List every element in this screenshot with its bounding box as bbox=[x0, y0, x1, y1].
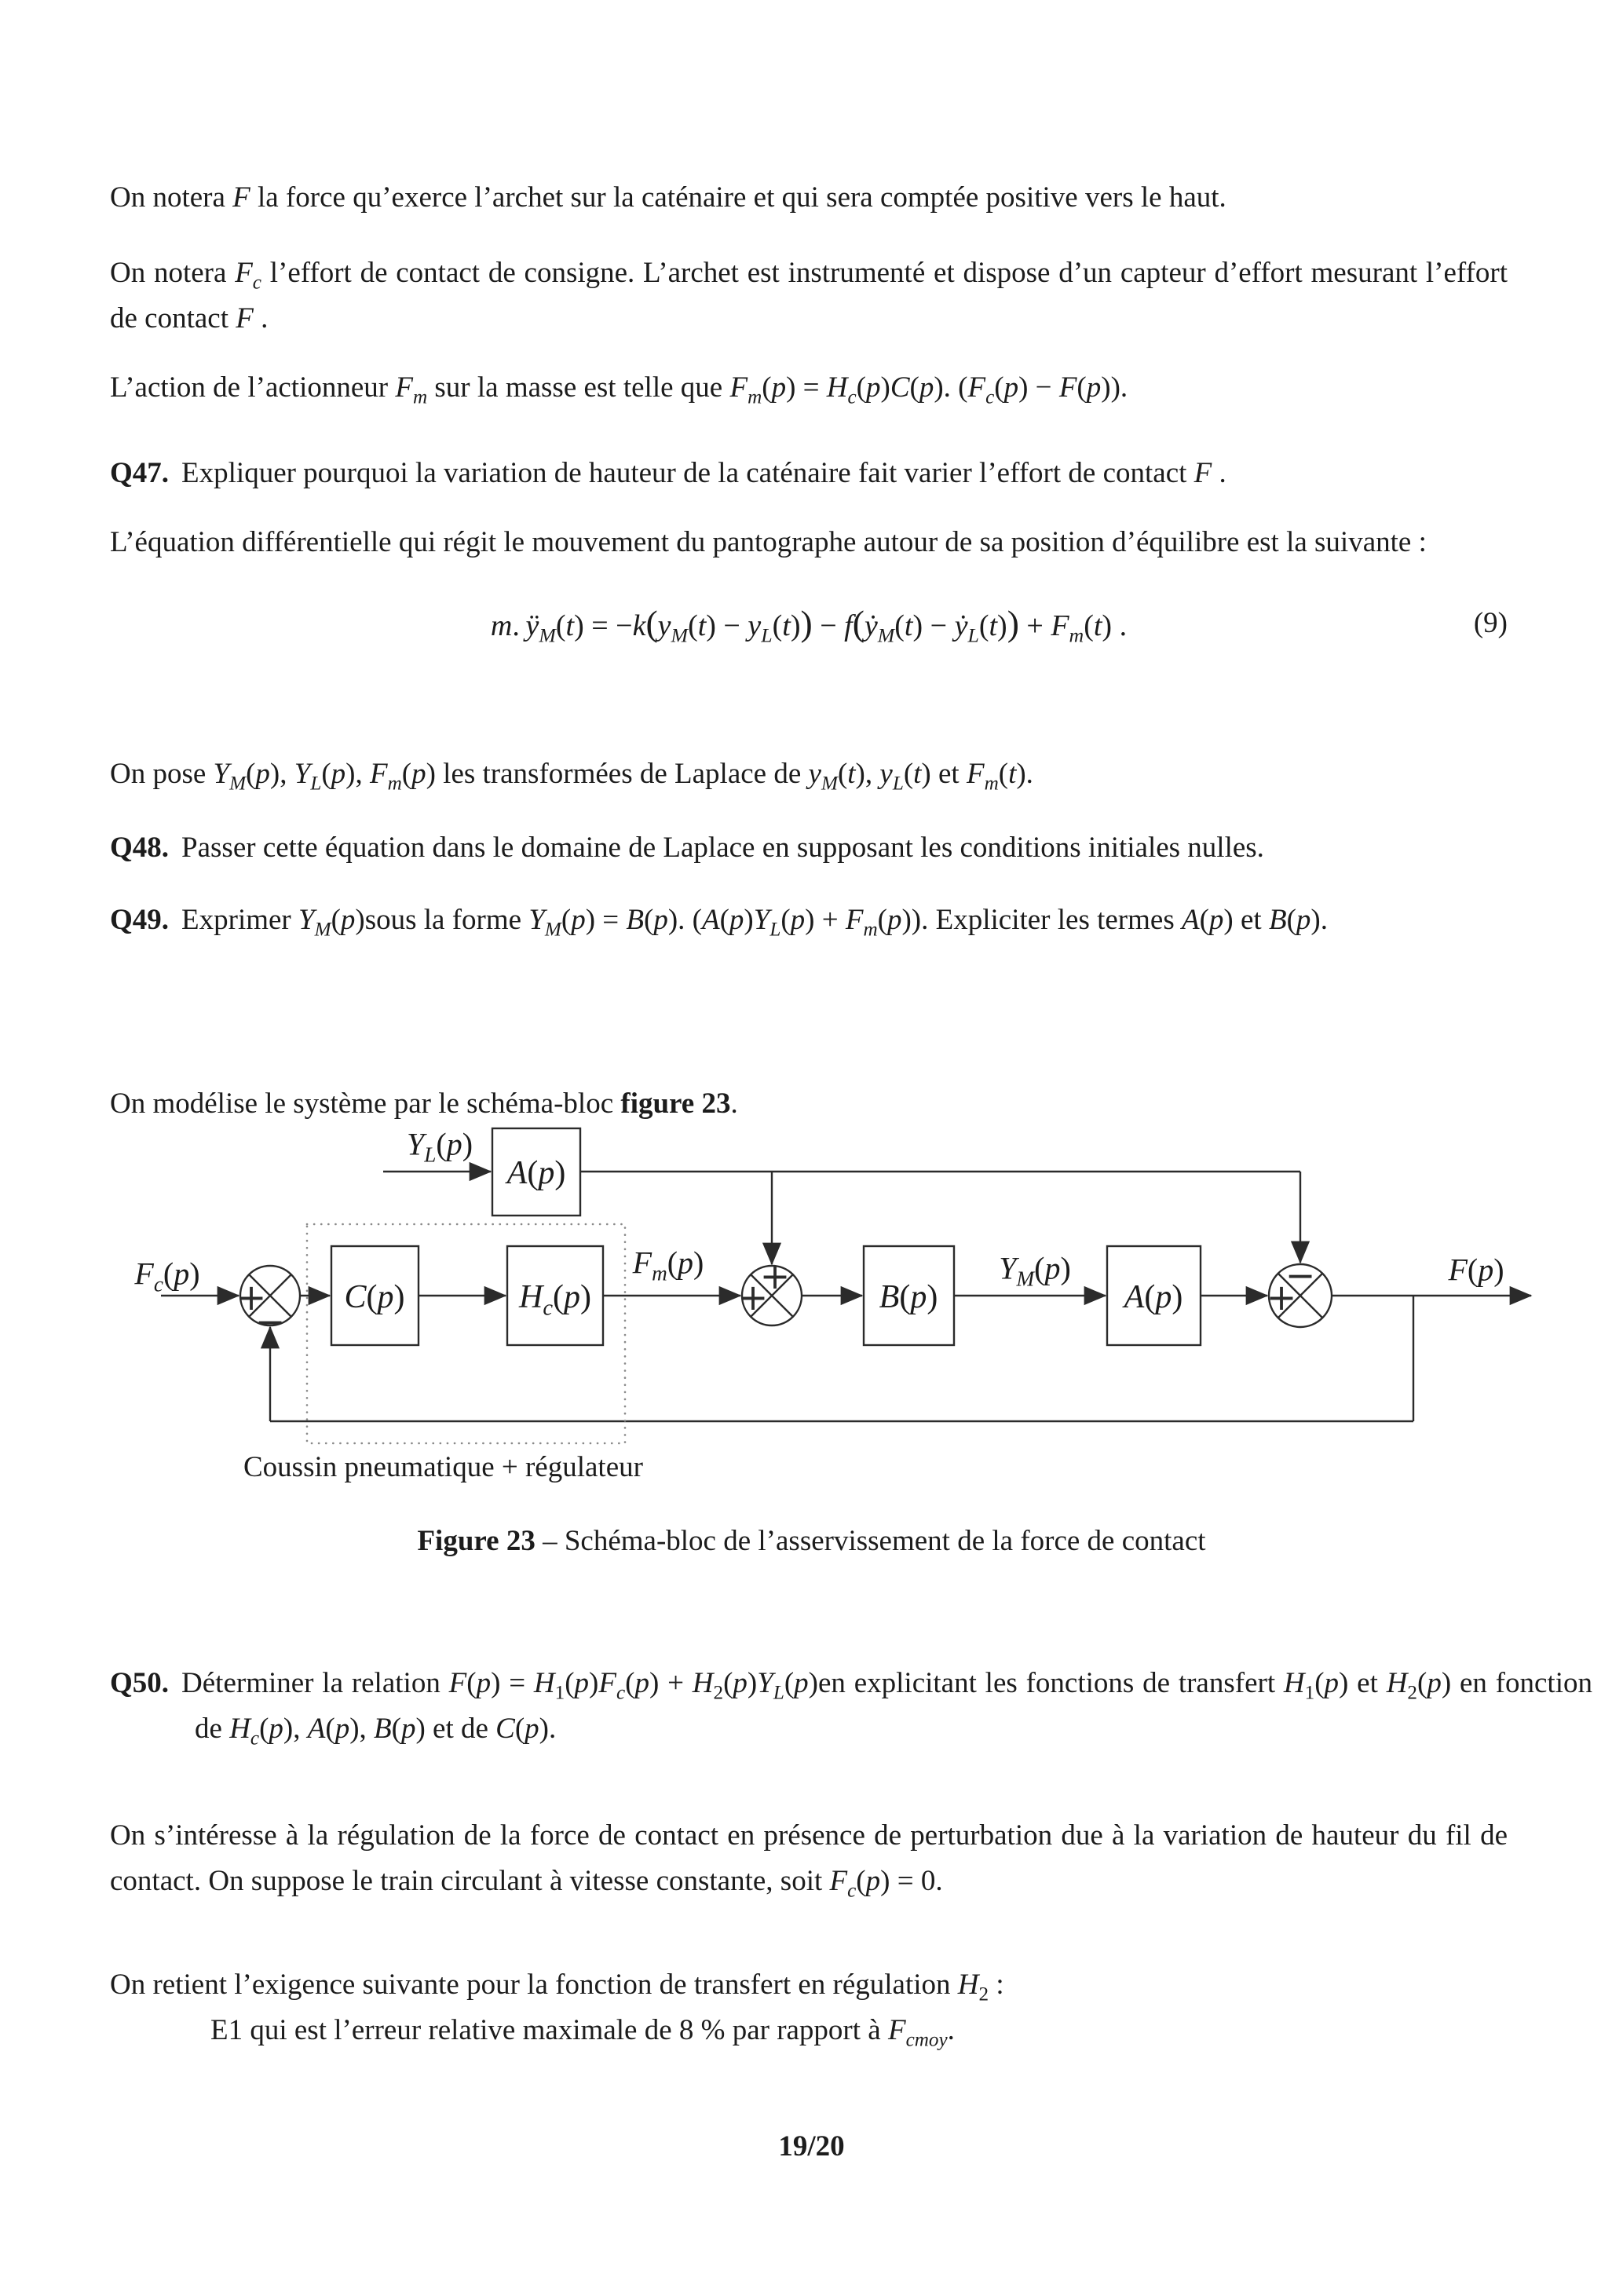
summer-3-plus-sign: + bbox=[1266, 1276, 1297, 1318]
figure-caption bbox=[0, 1524, 1623, 1558]
summer-1-minus-sign: − bbox=[254, 1300, 286, 1343]
paragraph-regulation: On s’intéresse à la régulation de la force de contact en présence de perturbation due à la variation de hauteur du fil de contact. On suppose le train circulant à vitesse constante, soit $F_c(p) = 0$. bbox=[110, 1819, 1508, 1902]
paragraph-equation-intro: L’équation différentielle qui régit le mouvement du pantographe autour de sa position d’équilibre est la suivante : bbox=[110, 526, 1427, 558]
label-block-hc: $H_c(p)$ bbox=[518, 1279, 592, 1321]
question-number: Q47. bbox=[110, 457, 170, 489]
paragraph-laplace-pose: On pose $Y_M(p)$, $Y_L(p)$, $F_m(p)$ les transformées de Laplace de $y_M(t)$, $y_L(t)$ et $F_m(t)$. bbox=[110, 758, 1033, 795]
question-number: Q49. bbox=[110, 904, 170, 936]
page-number: 19/20 bbox=[778, 2130, 845, 2163]
question-text: Expliquer pourquoi la variation de hauteur de la caténaire fait varier l’effort de contact F . bbox=[181, 457, 1226, 489]
label-fp: F(p) bbox=[1448, 1252, 1504, 1288]
summer-2-plus-top-sign: + bbox=[759, 1255, 791, 1297]
figure-caption-number: Figure 23 bbox=[417, 1525, 536, 1557]
label-block-b: B(p) bbox=[879, 1279, 938, 1315]
paragraph-figure-intro: On modélise le système par le schéma-bloc figure 23. bbox=[110, 1088, 738, 1120]
paragraph-actionneur: L’action de l’actionneur $F_m$ sur la masse est telle que $F_m(p) = H_c(p)C(p)$. $(F_c(p) - F(p))$. bbox=[110, 371, 1128, 408]
label-block-a-top: A(p) bbox=[506, 1155, 566, 1191]
question-q50 bbox=[110, 1661, 1592, 1752]
figure-caption-text: – Schéma-bloc de l’asservissement de la force de contact bbox=[535, 1525, 1206, 1557]
equation-number: (9) bbox=[1473, 607, 1508, 639]
equation-9: m. $ÿ_M(t) = -k(y_M(t) - y_L(t))$ − f(ẏ$_M$(t) − ẏ$_L$(t)) + $F_m(t)$ . bbox=[490, 603, 1128, 647]
label-fc: $F_c(p)$ bbox=[134, 1256, 200, 1296]
summer-2-plus-left-sign: + bbox=[737, 1276, 769, 1318]
paragraph-exigence-e1: E1 qui est l’erreur relative maximale de 8 % par rapport à $F_{cmoy}$. bbox=[210, 2014, 955, 2051]
summer-3-minus-sign: − bbox=[1285, 1254, 1316, 1296]
question-q48 bbox=[110, 825, 1592, 871]
paragraph-notation-fc: On notera $F_c$ l’effort de contact de consigne. L’archet est instrumenté et dispose d’un capteur d’effort mesurant l’effort de contact F . bbox=[110, 257, 1508, 335]
label-fm: $F_m(p)$ bbox=[632, 1245, 704, 1285]
question-text: Exprimer $Y_M(p)sous$ la forme $Y_M(p) = B(p)$. $(A(p)Y_L(p) + F_m(p))$. Expliciter les termes A(p) et B(p). bbox=[181, 904, 1328, 941]
question-number: Q50. bbox=[110, 1667, 170, 1699]
label-yl: $Y_L(p)$ bbox=[406, 1126, 473, 1167]
question-number: Q48. bbox=[110, 832, 170, 864]
label-ym: $Y_M(p)$ bbox=[999, 1250, 1071, 1291]
question-text: Déterminer la relation $F(p) = H_1(p)F_c(p) + H_2(p)Y_L(p)en$ explicitant les fonctions de transfert $H_1(p)$ et $H_2(p)$ en fonction de $H_c(p)$, A(p), B(p) et de C(p). bbox=[181, 1667, 1592, 1749]
equation-9-row bbox=[110, 601, 1508, 649]
paragraph-notation-f: On notera F la force qu’exerce l’archet sur la caténaire et qui sera comptée positive vers le haut. bbox=[110, 181, 1226, 214]
question-q47 bbox=[110, 451, 1592, 496]
label-block-c: C(p) bbox=[344, 1279, 405, 1315]
summer-1-plus-sign: + bbox=[236, 1276, 267, 1318]
block-diagram-figure bbox=[0, 1095, 1623, 1523]
label-block-a: A(p) bbox=[1124, 1279, 1183, 1315]
question-q49 bbox=[110, 898, 1592, 943]
dotted-box-caption: Coussin pneumatique + régulateur bbox=[243, 1451, 643, 1483]
paragraph-exigence: On retient l’exigence suivante pour la fonction de transfert en régulation $H_2$ : bbox=[110, 1969, 1004, 2005]
question-text: Passer cette équation dans le domaine de Laplace en supposant les conditions initiales nulles. bbox=[181, 832, 1264, 864]
